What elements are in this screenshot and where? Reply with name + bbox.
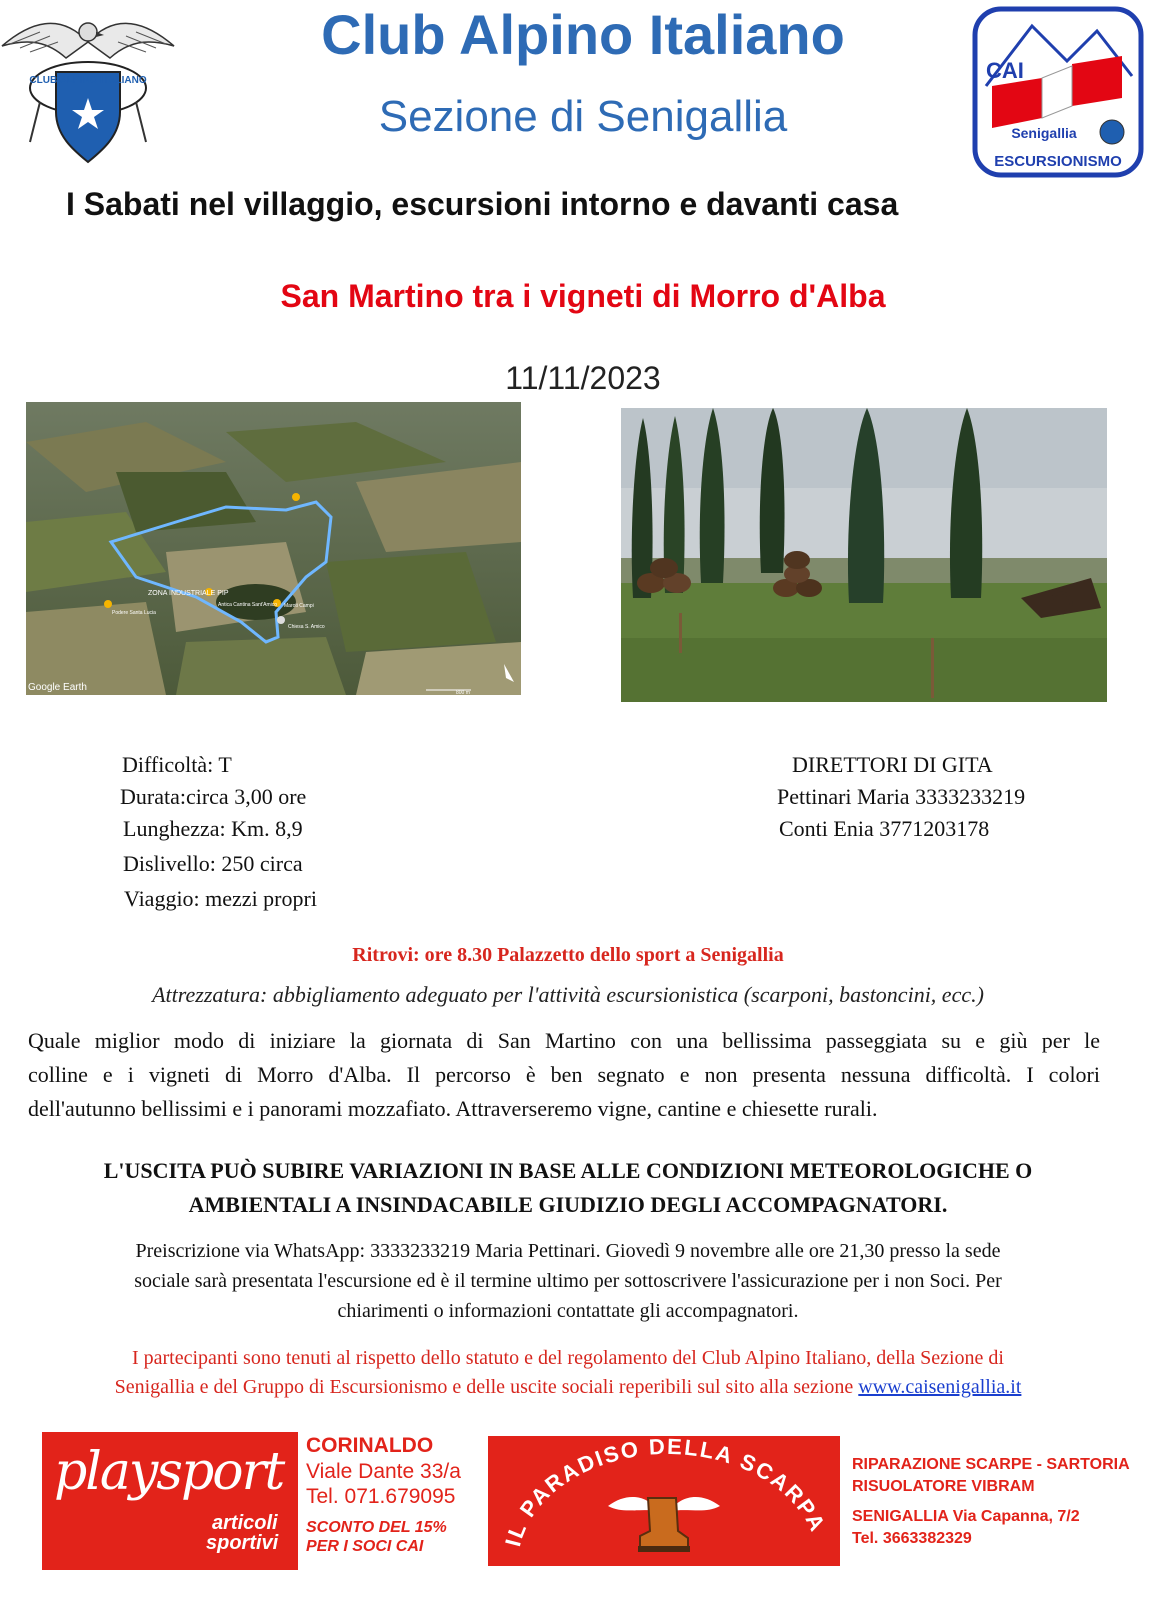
- director-2: Conti Enia 3771203178: [779, 816, 990, 841]
- meeting-point: Ritrovi: ore 8.30 Palazzetto dello sport a Senigallia: [352, 944, 784, 966]
- escursionismo-logo-cai: CAI: [986, 58, 1024, 83]
- playsport-phone: Tel. 071.679095: [306, 1485, 456, 1508]
- rules-line-2: [0, 1376, 1136, 1399]
- cai-logo-ring-text: CLUB ALPINO ITALIANO: [29, 75, 147, 86]
- paradiso-logo-box: [488, 1436, 840, 1566]
- trip-info-travel: Viaggio: mezzi propri: [124, 886, 317, 911]
- playsport-logo: playsport: [54, 1442, 284, 1502]
- warning-line-2: AMBIENTALI A INSINDACABILE GIUDIZIO DEGLI ACCOMPAGNATORI.: [188, 1192, 948, 1217]
- escursionismo-logo-word: ESCURSIONISMO: [994, 153, 1122, 170]
- map-label-maroti: Maroti Campi: [284, 603, 314, 609]
- playsport-address: Viale Dante 33/a: [306, 1460, 461, 1483]
- series-title: I Sabati nel villaggio, escursioni intorno e davanti casa: [66, 186, 899, 222]
- playsport-discount-1: SCONTO DEL 15%: [306, 1519, 447, 1536]
- map-label-podere: Podere Santa Lucia: [112, 610, 156, 616]
- trip-info-length: Lunghezza: Km. 8,9: [123, 816, 303, 841]
- map-label-google-earth: Google Earth: [28, 682, 87, 693]
- warning-line-1: L'USCITA PUÒ SUBIRE VARIAZIONI IN BASE ALLE CONDIZIONI METEOROLOGICHE O: [103, 1158, 1033, 1183]
- map-label-scale: 800 m: [456, 690, 470, 695]
- club-title: Club Alpino Italiano: [321, 3, 845, 66]
- description-line-3: dell'autunno bellissimi e i panorami mozzafiato. Attraverseremo vigne, cantine e chiesette rurali.: [28, 1096, 878, 1121]
- vineyard-photo: [621, 408, 1107, 702]
- map-label-zona: ZONA INDUSTRIALE PIP: [148, 590, 229, 597]
- trip-info-duration: Durata:circa 3,00 ore: [120, 784, 307, 809]
- equipment-note: Attrezzatura: abbigliamento adeguato per l'attività escursionistica (scarponi, bastoncini, ecc.): [152, 982, 984, 1007]
- playsport-city: CORINALDO: [306, 1434, 434, 1457]
- paradiso-service-1: RIPARAZIONE SCARPE - SARTORIA: [852, 1456, 1130, 1473]
- director-1: Pettinari Maria 3333233219: [777, 784, 1026, 809]
- rules-line-1: I partecipanti sono tenuti al rispetto dello statuto e del regolamento del Club Alpino Italiano, della Sezione di: [131, 1347, 1004, 1369]
- website-link[interactable]: www.caisenigallia.it: [858, 1376, 1022, 1398]
- route-map-image: [26, 402, 521, 695]
- playsport-discount-2: PER I SOCI CAI: [306, 1538, 424, 1555]
- description-line-2: colline e i vigneti di Morro d'Alba. Il percorso è ben segnato e non presenta nessuna difficoltà. I colori: [28, 1062, 1100, 1087]
- playsport-logo-box: [42, 1432, 298, 1570]
- club-section-subtitle: Sezione di Senigallia: [378, 92, 788, 141]
- event-date: 11/11/2023: [505, 360, 661, 396]
- map-label-cantina: Antica Cantina Sant'Amico: [218, 602, 278, 608]
- escursionismo-logo: [972, 6, 1144, 178]
- playsport-tagline-2: sportivi: [206, 1532, 279, 1554]
- map-label-chiesa: Chiesa S. Amico: [288, 624, 325, 630]
- registration-line-2: sociale sarà presentata l'escursione ed è il termine ultimo per sottoscrivere l'assicurazione per i non Soci. Per: [134, 1270, 1002, 1292]
- paradiso-address: SENIGALLIA Via Capanna, 7/2: [852, 1508, 1080, 1525]
- playsport-tagline-1: articoli: [212, 1512, 278, 1534]
- rules-line-2-text: Senigallia e del Gruppo di Escursionismo e delle uscite sociali reperibili sul sito alla sezione: [114, 1376, 854, 1398]
- trip-info-difficulty: Difficoltà: T: [122, 752, 232, 777]
- paradiso-logo-text: IL PARADISO DELLA SCARPA: [500, 1436, 831, 1549]
- registration-line-3: chiarimenti o informazioni contattate gli accompagnatori.: [337, 1300, 799, 1322]
- event-title: San Martino tra i vigneti di Morro d'Alba: [280, 278, 886, 314]
- trip-info-elevation: Dislivello: 250 circa: [123, 851, 303, 876]
- escursionismo-logo-city: Senigallia: [1011, 125, 1077, 141]
- paradiso-service-2: RISUOLATORE VIBRAM: [852, 1478, 1035, 1495]
- paradiso-phone: Tel. 3663382329: [852, 1530, 972, 1547]
- directors-title: DIRETTORI DI GITA: [792, 752, 993, 777]
- registration-line-1: Preiscrizione via WhatsApp: 3333233219 Maria Pettinari. Giovedì 9 novembre alle ore 21,30 presso la sede: [135, 1240, 1001, 1262]
- description-line-1: Quale miglior modo di iniziare la giornata di San Martino con una bellissima passeggiata su e giù per le: [28, 1028, 1100, 1053]
